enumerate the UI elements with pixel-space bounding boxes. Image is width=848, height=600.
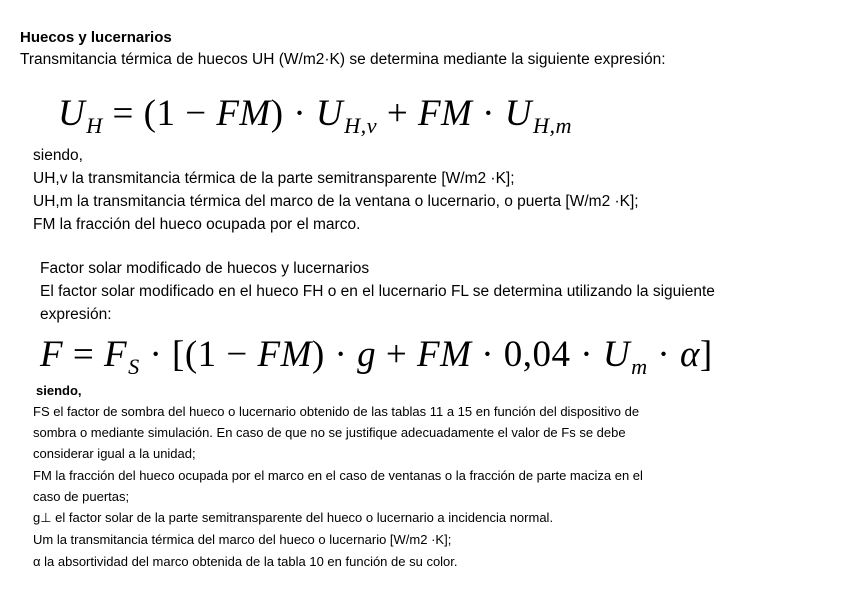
section1-def-fm: FM la fracción del hueco ocupada por el marco. [33,216,361,233]
section2-def-fs-line1: FS el factor de sombra del hueco o lucernario obtenido de las tablas 11 a 15 en función del dispositivo de [33,404,640,419]
eq2-p7: ] [699,334,713,375]
section2-siendo: siendo, [36,383,82,398]
eq1-u1: U [315,93,344,134]
eq1-p2: ) · [270,93,316,134]
section1-heading: Huecos y lucernarios [20,29,172,46]
eq1-lhs: U [58,93,86,134]
eq1-lhs-sub: H [86,112,103,138]
equation-f [40,333,713,380]
eq1-u1-sub: H,v [344,112,378,138]
eq2-fm1: FM [257,334,312,375]
eq2-g: g [357,334,377,375]
section1-def-uhm: UH,m la transmitancia térmica del marco de la ventana o lucernario, o puerta [W/m2 ·K]; [33,193,639,210]
eq2-p4: + [376,334,417,375]
section2-def-g: g⊥ el factor solar de la parte semitransparente del hueco o lucernario a incidencia normal. [33,510,554,525]
section1-intro: Transmitancia térmica de huecos UH (W/m2·K) se determina mediante la siguiente expresión: [20,51,666,68]
eq2-p6: · [647,334,680,375]
eq2-u-sub: m [631,353,648,379]
eq2-p5: · 0,04 · [471,334,603,375]
eq1-fm2: FM [417,93,473,134]
eq2-lhs: F [40,334,64,375]
section2-def-fs-line2: sombra o mediante simulación. En caso de que no se justifique adecuadamente el valor de Fs se debe [33,425,626,440]
eq1-u2-sub: H,m [532,112,573,138]
section2-def-alpha: α la absortividad del marco obtenida de la tabla 10 en función de su color. [33,554,458,569]
eq2-p3: ) · [311,334,358,375]
eq2-u: U [602,334,631,375]
section1-siendo: siendo, [33,147,83,164]
eq1-p1: = (1 − [102,93,217,134]
eq2-alpha: α [679,334,700,375]
eq2-p2: · [(1 − [139,334,258,375]
eq1-u2: U [504,93,532,134]
eq2-fs: F [103,334,128,375]
section2-intro-line1: El factor solar modificado en el hueco FH o en el lucernario FL se determina utilizando la siguiente [40,283,715,300]
eq1-fm1: FM [216,93,271,134]
section2-heading: Factor solar modificado de huecos y lucernarios [40,260,370,277]
section2-intro-line2: expresión: [40,306,112,323]
eq2-fs-sub: S [128,353,140,379]
section2-def-um: Um la transmitancia térmica del marco del hueco o lucernario [W/m2 ·K]; [33,532,452,547]
section1-def-uhv: UH,v la transmitancia térmica de la parte semitransparente [W/m2 ·K]; [33,170,515,187]
eq2-fm2: FM [417,334,472,375]
section2-def-fm-line2: caso de puertas; [33,489,130,504]
eq1-p4: · [472,93,505,134]
eq2-p1: = [63,334,104,375]
section2-def-fs-line3: considerar igual a la unidad; [33,446,196,461]
section2-def-fm-line1: FM la fracción del hueco ocupada por el marco en el caso de ventanas o la fracción de parte maciza en el [33,468,643,483]
equation-uh [58,92,572,139]
eq1-p3: + [377,93,418,134]
